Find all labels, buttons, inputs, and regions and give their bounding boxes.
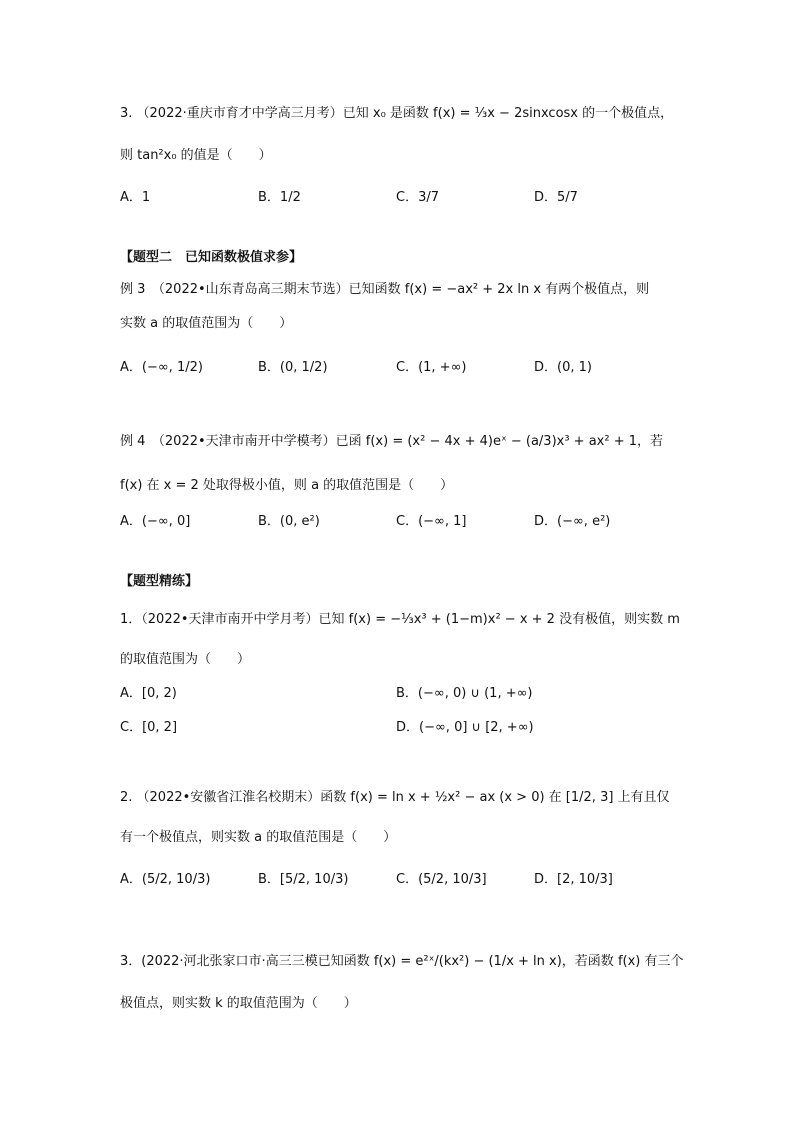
p1-line2: 的取值范围为（ ） bbox=[120, 652, 251, 667]
p3-line1: 3．(2022·河北张家口市·高三三模已知函数 f(x) = e²ˣ/(kx²) − (1/x + ln x)，若函数 f(x) 有三个 bbox=[120, 954, 684, 969]
p1-option-b: B．(−∞, 0) ∪ (1, +∞) bbox=[396, 686, 533, 701]
q3-option-c: C．3/7 bbox=[396, 190, 439, 205]
example3-option-b: B．(0, 1/2) bbox=[258, 360, 328, 375]
example4-line2: f(x) 在 x = 2 处取得极小值，则 a 的取值范围是（ ） bbox=[120, 478, 454, 493]
q3-option-b: B．1/2 bbox=[258, 190, 301, 205]
p2-option-a: A．(5/2, 10/3) bbox=[120, 872, 211, 887]
p2-option-b: B．[5/2, 10/3) bbox=[258, 872, 349, 887]
p2-line1: 2. （2022•安徽省江淮名校期末）函数 f(x) = ln x + ½x² − ax (x > 0) 在 [1/2, 3] 上有且仅 bbox=[120, 790, 670, 805]
p2-line2: 有一个极值点，则实数 a 的取值范围是（ ） bbox=[120, 830, 397, 845]
example3-option-d: D．(0, 1) bbox=[534, 360, 592, 375]
q3-option-d: D．5/7 bbox=[534, 190, 578, 205]
example4-option-b: B．(0, e²) bbox=[258, 514, 320, 529]
q3-line1: 3. （2022·重庆市育才中学高三月考）已知 x₀ 是函数 f(x) = ⅓x − 2sinxcosx 的一个极值点， bbox=[120, 106, 674, 121]
example3-line2: 实数 a 的取值范围为（ ） bbox=[120, 316, 293, 331]
p2-option-c: C．(5/2, 10/3] bbox=[396, 872, 487, 887]
q3-option-a: A．1 bbox=[120, 190, 151, 205]
p2-option-d: D．[2, 10/3] bbox=[534, 872, 613, 887]
example4-option-c: C．(−∞, 1] bbox=[396, 514, 467, 529]
p1-line1: 1．（2022•天津市南开中学月考）已知 f(x) = −⅓x³ + (1−m)x² − x + 2 没有极值，则实数 m bbox=[120, 612, 680, 627]
q3-line2: 则 tan²x₀ 的值是（ ） bbox=[120, 148, 272, 163]
example3-line1: 例 3 （2022•山东青岛高三期末节选）已知函数 f(x) = −ax² + 2x ln x 有两个极值点，则 bbox=[120, 282, 650, 297]
p1-option-c: C．[0, 2] bbox=[120, 720, 178, 735]
p1-option-d: D．(−∞, 0] ∪ [2, +∞) bbox=[396, 720, 534, 735]
example4-option-d: D．(−∞, e²) bbox=[534, 514, 611, 529]
p1-option-a: A．[0, 2) bbox=[120, 686, 177, 701]
practice-title: 【题型精练】 bbox=[120, 574, 199, 589]
example3-option-a: A．(−∞, 1/2) bbox=[120, 360, 203, 375]
p3-line2: 极值点，则实数 k 的取值范围为（ ） bbox=[120, 996, 357, 1011]
example4-line1: 例 4 （2022•天津市南开中学模考）已函 f(x) = (x² − 4x + 4)eˣ − (a/3)x³ + ax² + 1，若 bbox=[120, 434, 664, 449]
example4-option-a: A．(−∞, 0] bbox=[120, 514, 191, 529]
section-title: 【题型二 已知函数极值求参】 bbox=[120, 250, 303, 265]
example3-option-c: C．(1, +∞) bbox=[396, 360, 467, 375]
